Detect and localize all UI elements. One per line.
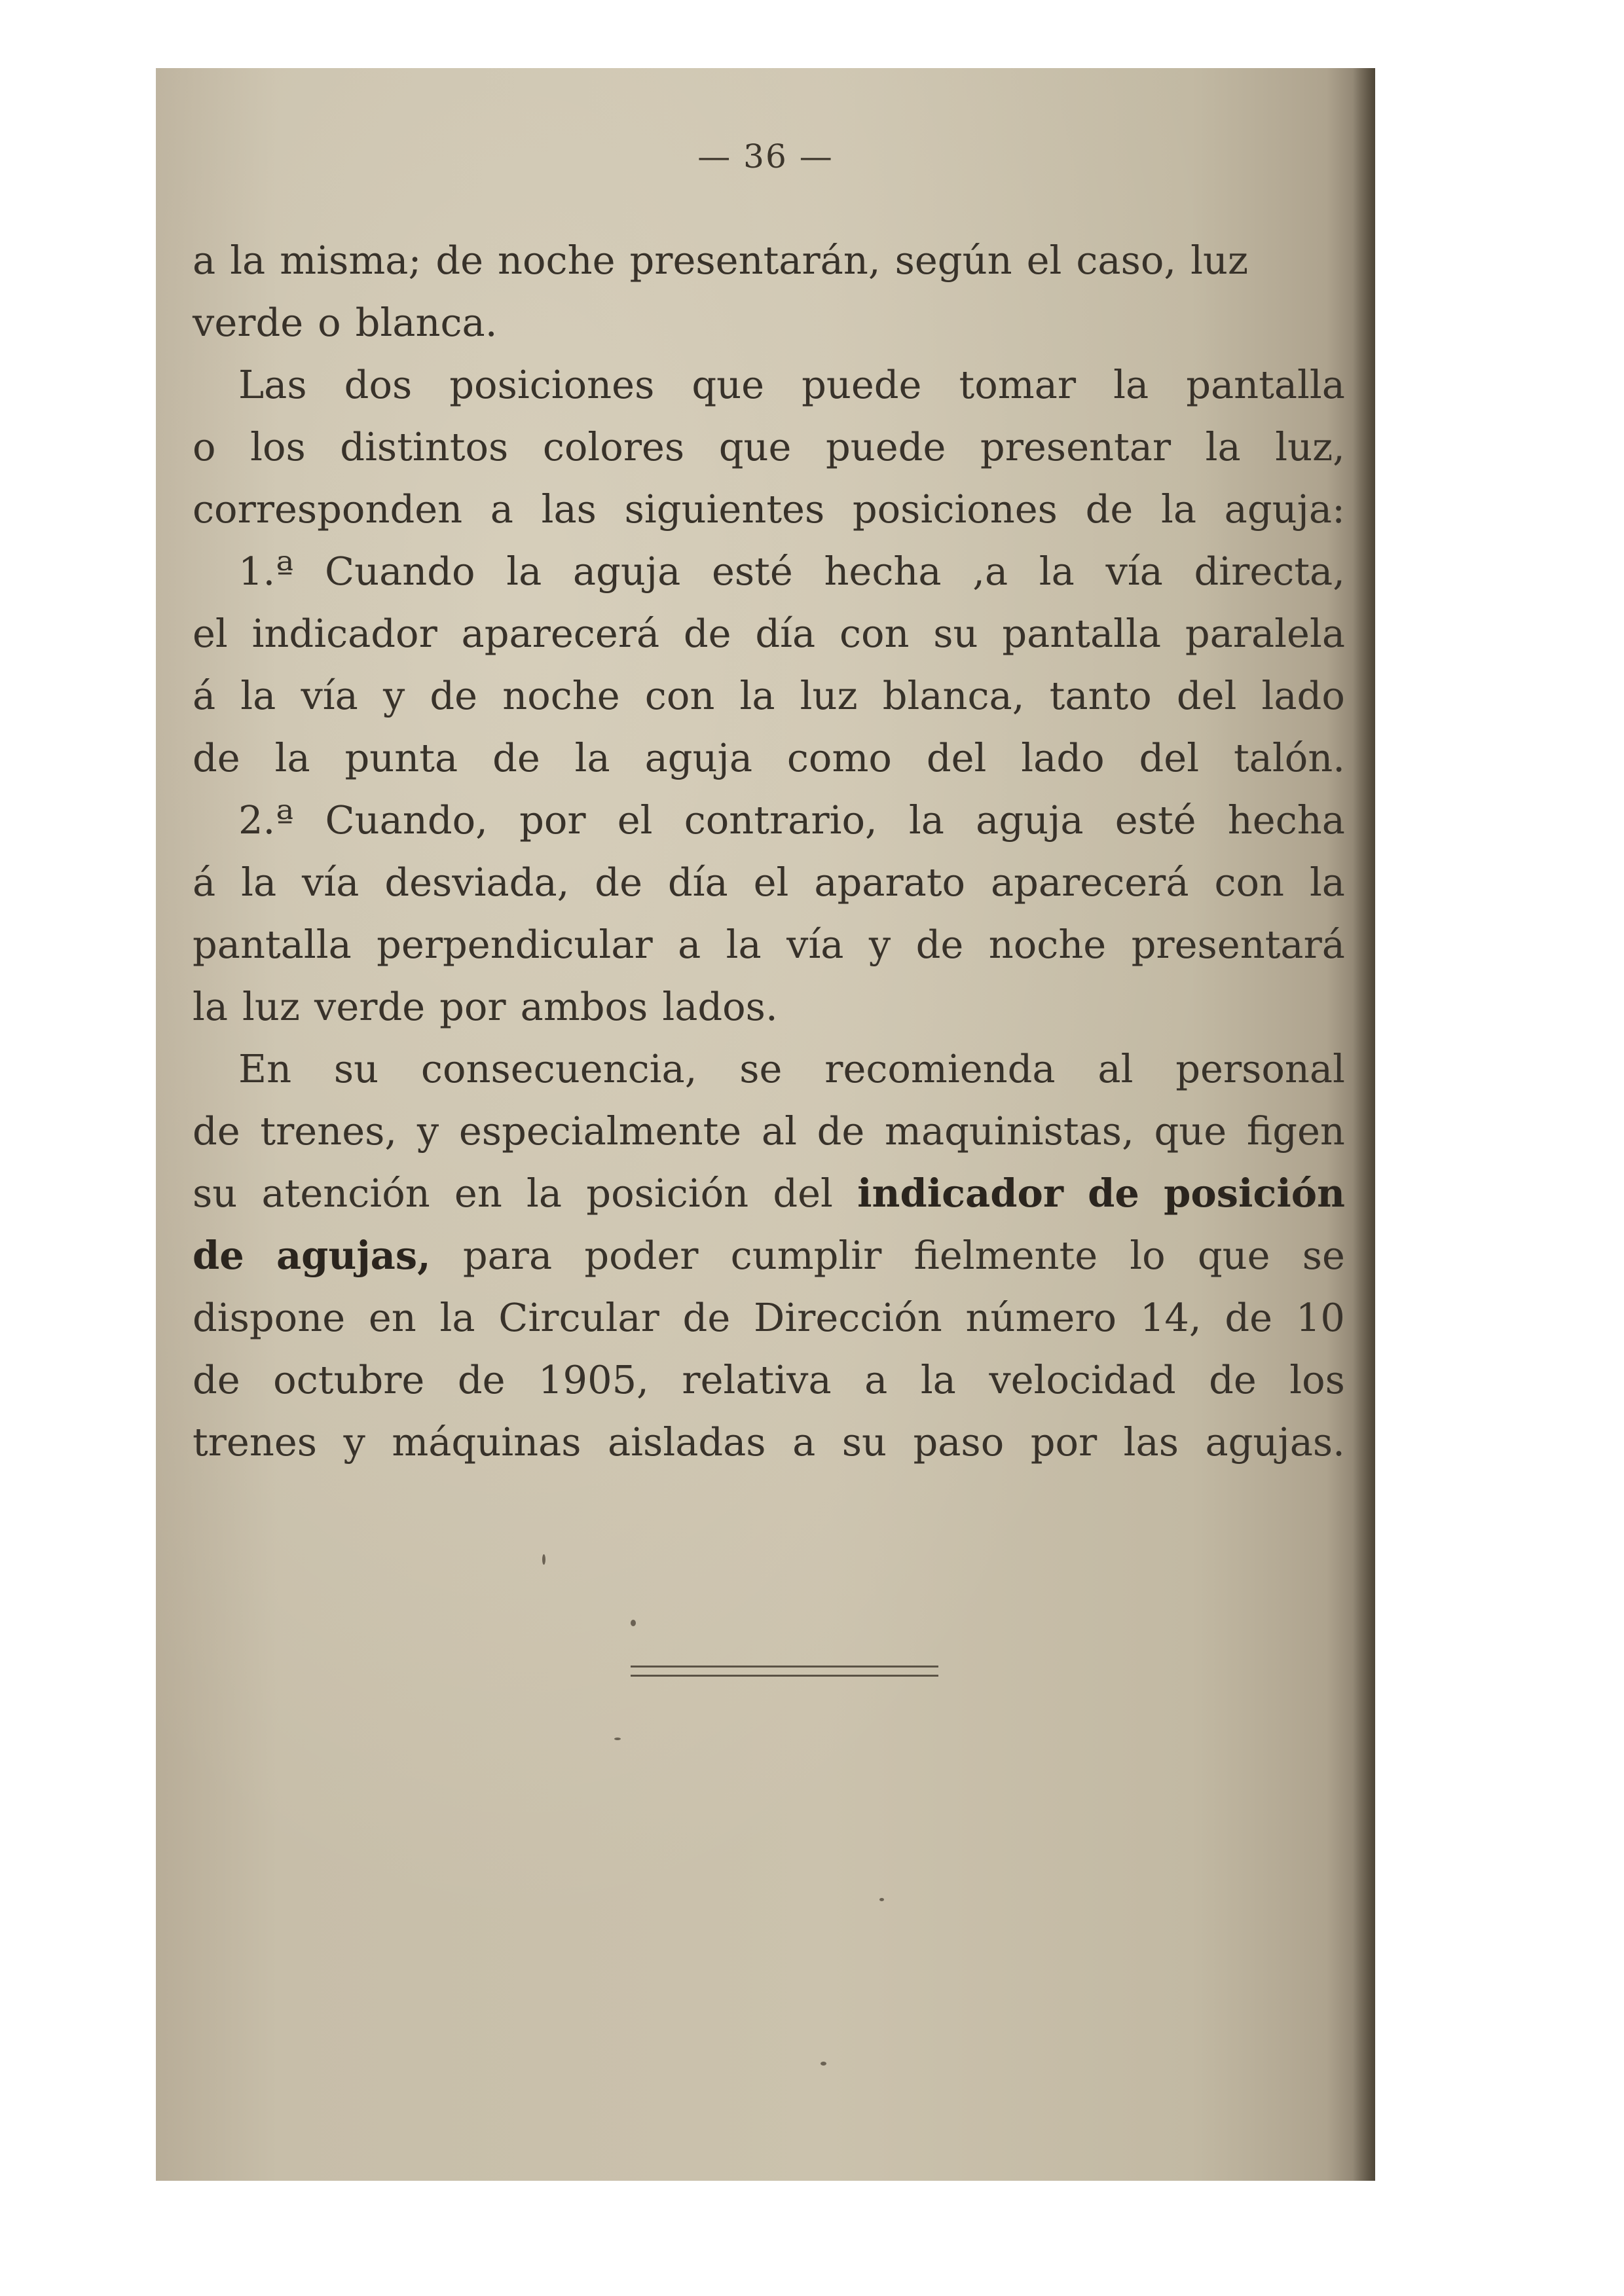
text-line	[193, 602, 1345, 665]
bold-term: de	[1088, 1171, 1139, 1216]
word: atención	[261, 1171, 430, 1216]
word: vía	[786, 922, 844, 967]
word: al	[761, 1108, 797, 1154]
word: de	[682, 1295, 731, 1340]
word: poder	[584, 1233, 699, 1278]
text-line	[193, 913, 1345, 975]
word: del	[926, 735, 987, 780]
word: caso,	[1076, 238, 1177, 283]
word: posiciones	[449, 362, 655, 407]
word: la	[1039, 549, 1075, 594]
word: trenes	[193, 1419, 318, 1465]
word: la	[230, 238, 266, 283]
word: de	[492, 735, 540, 780]
word: su	[841, 1419, 887, 1465]
word: recomienda	[824, 1046, 1056, 1091]
word: según	[895, 238, 1012, 283]
word: de	[435, 238, 484, 283]
word: noche	[502, 673, 620, 718]
word: hecha	[1227, 797, 1345, 843]
word: número	[965, 1295, 1117, 1340]
word: la	[240, 673, 276, 718]
word: pantalla	[1186, 362, 1345, 407]
word: En	[238, 1046, 292, 1091]
word: 1905,	[538, 1357, 649, 1402]
word: luz	[242, 984, 300, 1029]
word: distintos	[340, 424, 509, 469]
word: la	[1160, 486, 1197, 532]
word: la	[193, 984, 229, 1029]
word: posición	[586, 1171, 749, 1216]
word: o	[318, 300, 341, 345]
word: los	[250, 424, 306, 469]
word: Cuando	[324, 549, 475, 594]
word: que	[1197, 1233, 1270, 1278]
word: puede	[802, 362, 922, 407]
word: o	[193, 424, 216, 469]
text-line	[193, 1286, 1345, 1349]
word: máquinas	[392, 1419, 581, 1465]
word: que	[692, 362, 765, 407]
word: directa,	[1194, 549, 1345, 594]
word: el	[617, 797, 653, 843]
word: noche	[498, 238, 616, 283]
word: posiciones	[852, 486, 1058, 532]
word: se	[1302, 1233, 1345, 1278]
word: aisladas	[608, 1419, 766, 1465]
word: y	[416, 1108, 439, 1154]
word: esté	[1115, 797, 1196, 843]
body-text	[193, 229, 1345, 1473]
word: 10	[1295, 1295, 1345, 1340]
word: consecuencia,	[420, 1046, 697, 1091]
word: de	[193, 1357, 240, 1402]
word: su	[933, 611, 978, 656]
word: el	[753, 860, 789, 905]
text-line	[193, 229, 1345, 291]
word: hecha	[824, 549, 942, 594]
page-edge-shadow	[1353, 68, 1375, 2181]
word: la	[506, 549, 542, 594]
word: y	[868, 922, 891, 967]
word: de	[457, 1357, 506, 1402]
word: vía	[302, 860, 360, 905]
word: dos	[344, 362, 413, 407]
word: ambos	[520, 984, 648, 1029]
word: por	[1030, 1419, 1098, 1465]
word: relativa	[682, 1357, 832, 1402]
word: verde	[193, 300, 304, 345]
word: a	[193, 238, 216, 283]
word: á	[193, 673, 216, 718]
word: que	[1154, 1108, 1227, 1154]
word: dispone	[193, 1295, 346, 1340]
scanned-page	[156, 68, 1375, 2181]
word: lado	[1021, 735, 1105, 780]
word: de	[683, 611, 731, 656]
word: de	[1085, 486, 1134, 532]
word: con	[644, 673, 715, 718]
word: punta	[344, 735, 458, 780]
word: velocidad	[989, 1357, 1176, 1402]
word: presentarán,	[629, 238, 881, 283]
word: contrario,	[684, 797, 877, 843]
word: del	[1176, 673, 1237, 718]
word: luz	[800, 673, 858, 718]
word: pantalla	[1002, 611, 1162, 656]
end-rule-top	[631, 1666, 938, 1667]
word: la	[1205, 424, 1241, 469]
word: fielmente	[913, 1233, 1098, 1278]
word: puede	[826, 424, 946, 469]
word: siguientes	[624, 486, 825, 532]
bold-term: posición	[1164, 1171, 1345, 1216]
text-line	[193, 354, 1345, 416]
word: de	[193, 735, 240, 780]
word: la	[739, 673, 775, 718]
word: de	[430, 673, 478, 718]
paper-speck	[879, 1898, 884, 1901]
word: esté	[711, 549, 793, 594]
end-rule-bottom	[631, 1675, 938, 1677]
word: la	[241, 860, 277, 905]
page-number: — 36 —	[697, 137, 834, 175]
word: pantalla	[193, 922, 352, 967]
word: lados.	[662, 984, 778, 1029]
word: luz	[1190, 238, 1249, 283]
text-line	[193, 975, 1345, 1038]
word: vía	[1105, 549, 1163, 594]
word: blanca.	[355, 300, 498, 345]
paper-speck	[821, 2062, 826, 2066]
word: con	[839, 611, 910, 656]
word: la	[1113, 362, 1149, 407]
paper-speck	[614, 1738, 621, 1740]
word: la	[439, 1295, 475, 1340]
word: aguja	[572, 549, 681, 594]
word: luz,	[1275, 424, 1345, 469]
text-line	[193, 851, 1345, 913]
text-line	[193, 1162, 1345, 1224]
word: a	[678, 922, 701, 967]
word: ,a	[972, 549, 1008, 594]
word: aparecerá	[990, 860, 1189, 905]
word: Las	[238, 362, 307, 407]
word: paso	[913, 1419, 1005, 1465]
text-line	[193, 478, 1345, 540]
text-line	[193, 665, 1345, 727]
word: lado	[1261, 673, 1345, 718]
word: por	[439, 984, 506, 1029]
word: la	[908, 797, 944, 843]
word: del	[1139, 735, 1200, 780]
word: la	[526, 1171, 563, 1216]
word: noche	[988, 922, 1107, 967]
word: y	[382, 673, 405, 718]
word: Circular	[498, 1295, 659, 1340]
text-line	[193, 1349, 1345, 1411]
word: a	[864, 1357, 888, 1402]
bold-term: de	[193, 1233, 244, 1278]
word: a	[490, 486, 513, 532]
word: de	[915, 922, 964, 967]
word: cumplir	[730, 1233, 882, 1278]
word: de	[1209, 1357, 1257, 1402]
word: lo	[1130, 1233, 1166, 1278]
text-line	[193, 1100, 1345, 1162]
word: aguja	[644, 735, 752, 780]
word: 1.ª	[238, 549, 294, 594]
word: paralela	[1185, 611, 1345, 656]
word: tanto	[1049, 673, 1152, 718]
word: y	[343, 1419, 365, 1465]
word: indicador	[251, 611, 437, 656]
text-line	[193, 416, 1345, 478]
word: desviada,	[384, 860, 570, 905]
word: la	[1309, 860, 1345, 905]
word: de	[193, 1108, 240, 1154]
word: del	[773, 1171, 833, 1216]
text-line	[193, 1038, 1345, 1100]
word: 14,	[1139, 1295, 1202, 1340]
word: aguja:	[1224, 486, 1345, 532]
word: en	[454, 1171, 502, 1216]
word: 2.ª	[238, 797, 294, 843]
word: su	[333, 1046, 379, 1091]
word: aparecerá	[461, 611, 660, 656]
word: especialmente	[458, 1108, 742, 1154]
word: que	[718, 424, 792, 469]
text-line	[193, 1224, 1345, 1286]
word: trenes,	[260, 1108, 397, 1154]
word: tomar	[959, 362, 1077, 407]
word: Dirección	[753, 1295, 942, 1340]
word: figen	[1246, 1108, 1345, 1154]
word: como	[786, 735, 892, 780]
text-line	[193, 1411, 1345, 1473]
word: talón.	[1233, 735, 1345, 780]
word: su	[193, 1171, 238, 1216]
word: la	[574, 735, 610, 780]
word: blanca,	[882, 673, 1025, 718]
bold-term: agujas,	[276, 1233, 431, 1278]
word: los	[1289, 1357, 1345, 1402]
word: octubre	[273, 1357, 425, 1402]
word: misma;	[280, 238, 422, 283]
word: verde	[314, 984, 426, 1029]
text-line	[193, 540, 1345, 602]
word: el	[1026, 238, 1062, 283]
word: Cuando,	[325, 797, 488, 843]
word: el	[193, 611, 228, 656]
word: perpendicular	[377, 922, 653, 967]
word: las	[541, 486, 597, 532]
text-line	[193, 291, 1345, 354]
word: vía	[301, 673, 358, 718]
word: de	[1225, 1295, 1273, 1340]
word: aguja	[976, 797, 1084, 843]
word: para	[462, 1233, 553, 1278]
word: la	[726, 922, 762, 967]
word: aparato	[814, 860, 966, 905]
word: corresponden	[193, 486, 463, 532]
word: presentará	[1131, 922, 1345, 967]
text-line	[193, 727, 1345, 789]
word: al	[1098, 1046, 1134, 1091]
paper-speck	[542, 1554, 545, 1565]
word: día	[755, 611, 816, 656]
word: la	[920, 1357, 956, 1402]
word: colores	[542, 424, 685, 469]
word: por	[519, 797, 586, 843]
word: maquinistas,	[885, 1108, 1134, 1154]
word: la	[274, 735, 310, 780]
word: agujas.	[1205, 1419, 1345, 1465]
word: se	[739, 1046, 783, 1091]
word: de	[817, 1108, 865, 1154]
word: presentar	[980, 424, 1172, 469]
word: día	[667, 860, 728, 905]
bold-term: indicador	[857, 1171, 1063, 1216]
word: en	[368, 1295, 416, 1340]
word: a	[792, 1419, 816, 1465]
word: de	[595, 860, 642, 905]
word: á	[193, 860, 216, 905]
text-line	[193, 789, 1345, 851]
word: personal	[1175, 1046, 1345, 1091]
word: las	[1123, 1419, 1179, 1465]
word: con	[1214, 860, 1285, 905]
paper-speck	[631, 1620, 636, 1626]
